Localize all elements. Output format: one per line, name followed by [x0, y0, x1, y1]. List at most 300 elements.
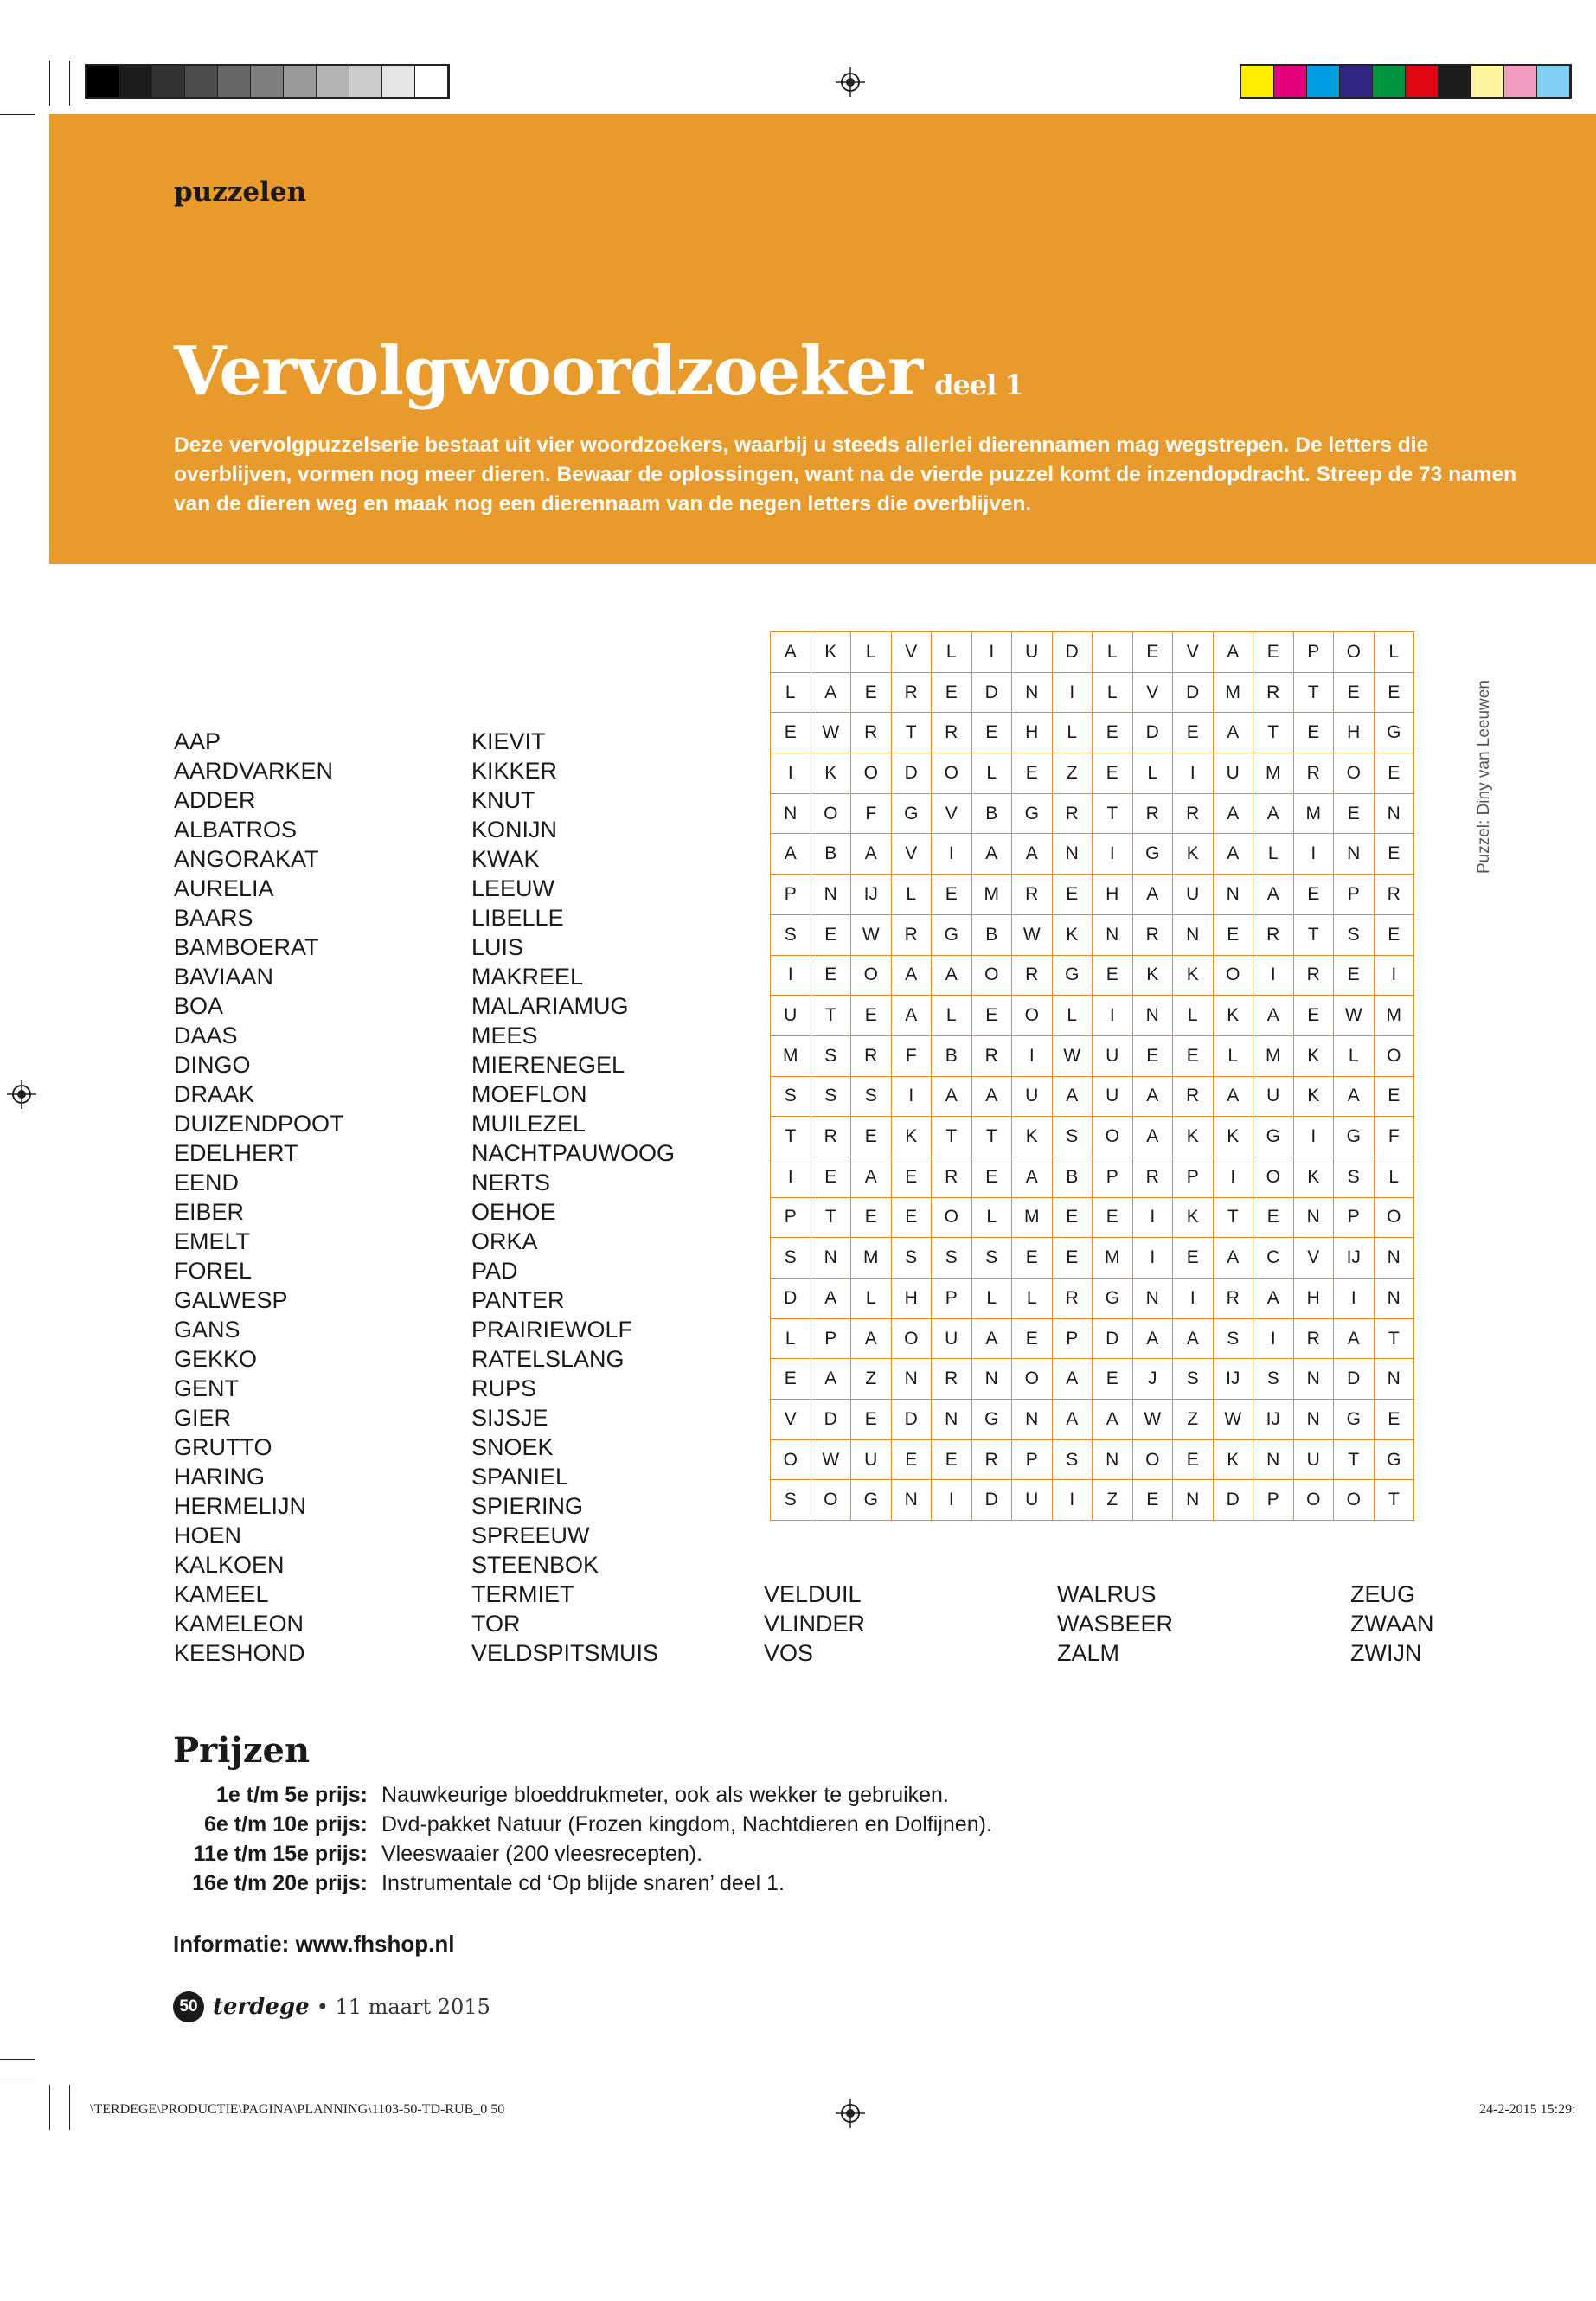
grid-cell[interactable]: R: [1132, 914, 1173, 955]
grid-cell[interactable]: N: [1052, 834, 1093, 875]
grid-cell[interactable]: I: [1293, 1117, 1334, 1157]
grid-cell[interactable]: H: [1012, 713, 1053, 753]
grid-cell[interactable]: T: [811, 1197, 851, 1238]
grid-cell[interactable]: A: [811, 1279, 851, 1319]
grid-cell[interactable]: A: [1052, 1400, 1093, 1440]
grid-cell[interactable]: K: [1173, 955, 1214, 996]
grid-cell[interactable]: L: [771, 672, 811, 713]
grid-cell[interactable]: E: [1253, 1197, 1294, 1238]
grid-cell[interactable]: G: [1253, 1117, 1294, 1157]
grid-cell[interactable]: K: [811, 632, 851, 673]
grid-cell[interactable]: K: [1012, 1117, 1053, 1157]
grid-cell[interactable]: I: [1253, 955, 1294, 996]
grid-cell[interactable]: A: [1052, 1359, 1093, 1400]
grid-cell[interactable]: E: [1012, 753, 1053, 794]
grid-cell[interactable]: T: [1293, 672, 1334, 713]
grid-cell[interactable]: E: [1374, 914, 1414, 955]
grid-cell[interactable]: L: [1093, 632, 1133, 673]
grid-cell[interactable]: N: [1374, 1359, 1414, 1400]
grid-cell[interactable]: N: [1374, 1238, 1414, 1279]
grid-cell[interactable]: U: [1213, 753, 1253, 794]
grid-cell[interactable]: D: [971, 1480, 1012, 1521]
grid-cell[interactable]: L: [971, 1279, 1012, 1319]
grid-cell[interactable]: D: [1334, 1359, 1375, 1400]
grid-cell[interactable]: IJ: [1213, 1359, 1253, 1400]
grid-cell[interactable]: E: [1132, 632, 1173, 673]
grid-cell[interactable]: D: [971, 672, 1012, 713]
grid-cell[interactable]: O: [932, 1197, 972, 1238]
grid-cell[interactable]: E: [771, 1359, 811, 1400]
grid-cell[interactable]: P: [1334, 1197, 1375, 1238]
grid-cell[interactable]: N: [891, 1359, 932, 1400]
grid-cell[interactable]: N: [1293, 1197, 1334, 1238]
grid-cell[interactable]: B: [932, 1035, 972, 1076]
grid-cell[interactable]: M: [971, 875, 1012, 915]
grid-cell[interactable]: O: [1334, 753, 1375, 794]
grid-cell[interactable]: O: [1293, 1480, 1334, 1521]
grid-cell[interactable]: U: [1093, 1076, 1133, 1117]
grid-cell[interactable]: D: [1093, 1318, 1133, 1359]
grid-cell[interactable]: E: [1093, 1197, 1133, 1238]
grid-cell[interactable]: A: [1213, 1238, 1253, 1279]
grid-cell[interactable]: C: [1253, 1238, 1294, 1279]
grid-cell[interactable]: R: [1374, 875, 1414, 915]
grid-cell[interactable]: R: [891, 672, 932, 713]
grid-cell[interactable]: U: [1012, 1480, 1053, 1521]
grid-cell[interactable]: A: [1334, 1076, 1375, 1117]
grid-cell[interactable]: L: [1213, 1035, 1253, 1076]
grid-cell[interactable]: T: [932, 1117, 972, 1157]
grid-cell[interactable]: N: [1253, 1439, 1294, 1480]
grid-cell[interactable]: S: [1253, 1359, 1294, 1400]
grid-cell[interactable]: P: [771, 875, 811, 915]
grid-cell[interactable]: D: [811, 1400, 851, 1440]
grid-cell[interactable]: R: [851, 1035, 892, 1076]
grid-cell[interactable]: R: [1012, 875, 1053, 915]
grid-cell[interactable]: E: [1374, 1076, 1414, 1117]
grid-cell[interactable]: V: [771, 1400, 811, 1440]
grid-cell[interactable]: T: [1253, 713, 1294, 753]
grid-cell[interactable]: A: [891, 996, 932, 1036]
grid-cell[interactable]: O: [1213, 955, 1253, 996]
grid-cell[interactable]: A: [932, 955, 972, 996]
grid-cell[interactable]: O: [932, 753, 972, 794]
grid-cell[interactable]: E: [1213, 914, 1253, 955]
grid-cell[interactable]: I: [891, 1076, 932, 1117]
grid-cell[interactable]: A: [1213, 1076, 1253, 1117]
grid-cell[interactable]: E: [971, 996, 1012, 1036]
grid-cell[interactable]: U: [1173, 875, 1214, 915]
grid-cell[interactable]: W: [1334, 996, 1375, 1036]
grid-cell[interactable]: A: [1213, 793, 1253, 834]
grid-cell[interactable]: Z: [851, 1359, 892, 1400]
grid-cell[interactable]: N: [1012, 672, 1053, 713]
grid-cell[interactable]: A: [851, 1318, 892, 1359]
grid-cell[interactable]: O: [1374, 1197, 1414, 1238]
grid-cell[interactable]: A: [891, 955, 932, 996]
grid-cell[interactable]: O: [1132, 1439, 1173, 1480]
grid-cell[interactable]: K: [1213, 1439, 1253, 1480]
grid-cell[interactable]: R: [932, 713, 972, 753]
grid-cell[interactable]: M: [1213, 672, 1253, 713]
grid-cell[interactable]: O: [971, 955, 1012, 996]
grid-cell[interactable]: K: [811, 753, 851, 794]
grid-cell[interactable]: N: [771, 793, 811, 834]
grid-cell[interactable]: R: [971, 1035, 1012, 1076]
grid-cell[interactable]: R: [1132, 1157, 1173, 1197]
grid-cell[interactable]: A: [1213, 632, 1253, 673]
grid-cell[interactable]: W: [1012, 914, 1053, 955]
grid-cell[interactable]: T: [771, 1117, 811, 1157]
grid-cell[interactable]: A: [1213, 713, 1253, 753]
grid-cell[interactable]: T: [1213, 1197, 1253, 1238]
grid-cell[interactable]: N: [1213, 875, 1253, 915]
grid-cell[interactable]: L: [1132, 753, 1173, 794]
grid-cell[interactable]: R: [1173, 793, 1214, 834]
grid-cell[interactable]: M: [771, 1035, 811, 1076]
grid-cell[interactable]: R: [1293, 753, 1334, 794]
grid-cell[interactable]: A: [1132, 1076, 1173, 1117]
grid-cell[interactable]: F: [891, 1035, 932, 1076]
grid-cell[interactable]: A: [971, 1076, 1012, 1117]
grid-cell[interactable]: E: [891, 1157, 932, 1197]
grid-cell[interactable]: N: [891, 1480, 932, 1521]
grid-cell[interactable]: P: [1334, 875, 1375, 915]
grid-cell[interactable]: G: [1374, 1439, 1414, 1480]
grid-cell[interactable]: E: [1334, 793, 1375, 834]
grid-cell[interactable]: L: [932, 996, 972, 1036]
grid-cell[interactable]: N: [1293, 1359, 1334, 1400]
grid-cell[interactable]: S: [1334, 1157, 1375, 1197]
grid-cell[interactable]: I: [1173, 753, 1214, 794]
grid-cell[interactable]: U: [1012, 1076, 1053, 1117]
grid-cell[interactable]: L: [851, 632, 892, 673]
grid-cell[interactable]: E: [1052, 1197, 1093, 1238]
grid-cell[interactable]: A: [971, 1318, 1012, 1359]
grid-cell[interactable]: O: [851, 753, 892, 794]
grid-cell[interactable]: O: [1334, 1480, 1375, 1521]
grid-cell[interactable]: V: [1173, 632, 1214, 673]
grid-cell[interactable]: A: [811, 1359, 851, 1400]
grid-cell[interactable]: A: [1253, 793, 1294, 834]
grid-cell[interactable]: K: [1213, 1117, 1253, 1157]
grid-cell[interactable]: B: [971, 914, 1012, 955]
grid-cell[interactable]: S: [932, 1238, 972, 1279]
grid-cell[interactable]: S: [811, 1035, 851, 1076]
grid-cell[interactable]: O: [811, 1480, 851, 1521]
grid-cell[interactable]: R: [1293, 1318, 1334, 1359]
grid-cell[interactable]: I: [932, 1480, 972, 1521]
grid-cell[interactable]: A: [1213, 834, 1253, 875]
grid-cell[interactable]: B: [971, 793, 1012, 834]
grid-cell[interactable]: U: [1253, 1076, 1294, 1117]
grid-cell[interactable]: E: [932, 875, 972, 915]
grid-cell[interactable]: M: [851, 1238, 892, 1279]
grid-cell[interactable]: O: [1012, 1359, 1053, 1400]
grid-cell[interactable]: K: [1173, 1117, 1214, 1157]
grid-cell[interactable]: N: [1132, 1279, 1173, 1319]
grid-cell[interactable]: D: [891, 1400, 932, 1440]
grid-cell[interactable]: F: [851, 793, 892, 834]
grid-cell[interactable]: L: [1052, 713, 1093, 753]
grid-cell[interactable]: P: [811, 1318, 851, 1359]
grid-cell[interactable]: L: [771, 1318, 811, 1359]
grid-cell[interactable]: G: [1132, 834, 1173, 875]
grid-cell[interactable]: B: [811, 834, 851, 875]
grid-cell[interactable]: E: [1334, 955, 1375, 996]
grid-cell[interactable]: I: [1093, 996, 1133, 1036]
grid-cell[interactable]: E: [811, 955, 851, 996]
grid-cell[interactable]: W: [811, 713, 851, 753]
grid-cell[interactable]: G: [971, 1400, 1012, 1440]
grid-cell[interactable]: I: [1374, 955, 1414, 996]
grid-cell[interactable]: L: [971, 1197, 1012, 1238]
grid-cell[interactable]: E: [932, 1439, 972, 1480]
grid-cell[interactable]: U: [932, 1318, 972, 1359]
grid-cell[interactable]: R: [971, 1439, 1012, 1480]
grid-cell[interactable]: E: [1293, 875, 1334, 915]
grid-cell[interactable]: A: [811, 672, 851, 713]
grid-cell[interactable]: E: [1293, 996, 1334, 1036]
grid-cell[interactable]: IJ: [1253, 1400, 1294, 1440]
grid-cell[interactable]: E: [1253, 632, 1294, 673]
grid-cell[interactable]: K: [1132, 955, 1173, 996]
grid-cell[interactable]: I: [771, 955, 811, 996]
grid-cell[interactable]: D: [771, 1279, 811, 1319]
grid-cell[interactable]: W: [1213, 1400, 1253, 1440]
grid-cell[interactable]: A: [971, 834, 1012, 875]
grid-cell[interactable]: U: [771, 996, 811, 1036]
grid-cell[interactable]: D: [891, 753, 932, 794]
grid-cell[interactable]: V: [1293, 1238, 1334, 1279]
grid-cell[interactable]: N: [932, 1400, 972, 1440]
grid-cell[interactable]: S: [771, 1238, 811, 1279]
grid-cell[interactable]: E: [891, 1439, 932, 1480]
grid-cell[interactable]: U: [1093, 1035, 1133, 1076]
grid-cell[interactable]: O: [771, 1439, 811, 1480]
grid-cell[interactable]: R: [1293, 955, 1334, 996]
grid-cell[interactable]: I: [1093, 834, 1133, 875]
grid-cell[interactable]: H: [1293, 1279, 1334, 1319]
grid-cell[interactable]: N: [1012, 1400, 1053, 1440]
grid-cell[interactable]: L: [1374, 632, 1414, 673]
grid-cell[interactable]: T: [811, 996, 851, 1036]
grid-cell[interactable]: S: [1334, 914, 1375, 955]
grid-cell[interactable]: W: [851, 914, 892, 955]
grid-cell[interactable]: K: [1052, 914, 1093, 955]
grid-cell[interactable]: R: [932, 1157, 972, 1197]
grid-cell[interactable]: E: [811, 1157, 851, 1197]
grid-cell[interactable]: S: [1213, 1318, 1253, 1359]
grid-cell[interactable]: F: [1374, 1117, 1414, 1157]
grid-cell[interactable]: A: [1253, 875, 1294, 915]
grid-cell[interactable]: A: [851, 1157, 892, 1197]
grid-cell[interactable]: H: [1334, 713, 1375, 753]
grid-cell[interactable]: I: [1132, 1197, 1173, 1238]
grid-cell[interactable]: A: [771, 632, 811, 673]
grid-cell[interactable]: S: [1052, 1117, 1093, 1157]
grid-cell[interactable]: E: [1132, 1480, 1173, 1521]
grid-cell[interactable]: R: [1253, 914, 1294, 955]
grid-cell[interactable]: T: [1374, 1480, 1414, 1521]
grid-cell[interactable]: D: [1052, 632, 1093, 673]
grid-cell[interactable]: A: [1012, 1157, 1053, 1197]
grid-cell[interactable]: L: [971, 753, 1012, 794]
grid-cell[interactable]: L: [1173, 996, 1214, 1036]
grid-cell[interactable]: H: [1093, 875, 1133, 915]
grid-cell[interactable]: K: [1293, 1157, 1334, 1197]
grid-cell[interactable]: P: [1173, 1157, 1214, 1197]
grid-cell[interactable]: L: [932, 632, 972, 673]
grid-cell[interactable]: IJ: [1334, 1238, 1375, 1279]
grid-cell[interactable]: R: [811, 1117, 851, 1157]
grid-cell[interactable]: L: [891, 875, 932, 915]
grid-cell[interactable]: O: [1093, 1117, 1133, 1157]
grid-cell[interactable]: S: [771, 1480, 811, 1521]
grid-cell[interactable]: E: [1093, 955, 1133, 996]
grid-cell[interactable]: L: [1374, 1157, 1414, 1197]
grid-cell[interactable]: S: [811, 1076, 851, 1117]
grid-cell[interactable]: Z: [1052, 753, 1093, 794]
grid-cell[interactable]: D: [1132, 713, 1173, 753]
grid-cell[interactable]: S: [971, 1238, 1012, 1279]
grid-cell[interactable]: P: [1253, 1480, 1294, 1521]
grid-cell[interactable]: E: [1334, 672, 1375, 713]
grid-cell[interactable]: P: [1293, 632, 1334, 673]
grid-cell[interactable]: E: [1173, 713, 1214, 753]
grid-cell[interactable]: E: [1052, 1238, 1093, 1279]
grid-cell[interactable]: O: [851, 955, 892, 996]
grid-cell[interactable]: A: [1334, 1318, 1375, 1359]
grid-cell[interactable]: T: [891, 713, 932, 753]
grid-cell[interactable]: P: [1012, 1439, 1053, 1480]
grid-cell[interactable]: S: [771, 1076, 811, 1117]
grid-cell[interactable]: L: [851, 1279, 892, 1319]
grid-cell[interactable]: G: [851, 1480, 892, 1521]
grid-cell[interactable]: R: [1012, 955, 1053, 996]
grid-cell[interactable]: U: [851, 1439, 892, 1480]
grid-cell[interactable]: K: [1173, 1197, 1214, 1238]
grid-cell[interactable]: I: [1334, 1279, 1375, 1319]
grid-cell[interactable]: N: [1173, 1480, 1214, 1521]
grid-cell[interactable]: W: [1052, 1035, 1093, 1076]
grid-cell[interactable]: K: [891, 1117, 932, 1157]
grid-cell[interactable]: O: [1374, 1035, 1414, 1076]
grid-cell[interactable]: E: [1093, 713, 1133, 753]
grid-cell[interactable]: N: [1293, 1400, 1334, 1440]
grid-cell[interactable]: R: [851, 713, 892, 753]
grid-cell[interactable]: S: [1052, 1439, 1093, 1480]
grid-cell[interactable]: A: [1012, 834, 1053, 875]
grid-cell[interactable]: R: [1213, 1279, 1253, 1319]
grid-cell[interactable]: M: [1093, 1238, 1133, 1279]
grid-cell[interactable]: R: [1132, 793, 1173, 834]
grid-cell[interactable]: I: [1052, 1480, 1093, 1521]
grid-cell[interactable]: M: [1253, 753, 1294, 794]
grid-cell[interactable]: S: [851, 1076, 892, 1117]
grid-cell[interactable]: A: [1253, 996, 1294, 1036]
grid-cell[interactable]: G: [1374, 713, 1414, 753]
grid-cell[interactable]: I: [932, 834, 972, 875]
grid-cell[interactable]: A: [851, 834, 892, 875]
grid-cell[interactable]: N: [1374, 1279, 1414, 1319]
grid-cell[interactable]: Z: [1173, 1400, 1214, 1440]
grid-cell[interactable]: K: [1173, 834, 1214, 875]
grid-cell[interactable]: S: [891, 1238, 932, 1279]
grid-cell[interactable]: P: [1052, 1318, 1093, 1359]
grid-cell[interactable]: I: [1052, 672, 1093, 713]
grid-cell[interactable]: V: [891, 834, 932, 875]
grid-cell[interactable]: K: [1293, 1035, 1334, 1076]
grid-cell[interactable]: E: [851, 996, 892, 1036]
grid-cell[interactable]: N: [811, 1238, 851, 1279]
grid-cell[interactable]: L: [1012, 1279, 1053, 1319]
grid-cell[interactable]: H: [891, 1279, 932, 1319]
grid-cell[interactable]: O: [1012, 996, 1053, 1036]
grid-cell[interactable]: E: [851, 1117, 892, 1157]
grid-cell[interactable]: G: [932, 914, 972, 955]
grid-cell[interactable]: M: [1253, 1035, 1294, 1076]
grid-cell[interactable]: O: [891, 1318, 932, 1359]
grid-cell[interactable]: I: [771, 753, 811, 794]
grid-cell[interactable]: O: [1334, 632, 1375, 673]
info-link[interactable]: Informatie: www.fhshop.nl: [173, 1931, 455, 1957]
grid-cell[interactable]: R: [1253, 672, 1294, 713]
grid-cell[interactable]: I: [1213, 1157, 1253, 1197]
grid-cell[interactable]: V: [932, 793, 972, 834]
grid-cell[interactable]: V: [1132, 672, 1173, 713]
grid-cell[interactable]: A: [1052, 1076, 1093, 1117]
grid-cell[interactable]: G: [891, 793, 932, 834]
grid-cell[interactable]: E: [1012, 1238, 1053, 1279]
grid-cell[interactable]: M: [1012, 1197, 1053, 1238]
grid-cell[interactable]: E: [1012, 1318, 1053, 1359]
grid-cell[interactable]: E: [1374, 1400, 1414, 1440]
grid-cell[interactable]: N: [1093, 1439, 1133, 1480]
grid-cell[interactable]: O: [811, 793, 851, 834]
grid-cell[interactable]: P: [1093, 1157, 1133, 1197]
grid-cell[interactable]: E: [1052, 875, 1093, 915]
grid-cell[interactable]: N: [1093, 914, 1133, 955]
grid-cell[interactable]: J: [1132, 1359, 1173, 1400]
grid-cell[interactable]: B: [1052, 1157, 1093, 1197]
grid-cell[interactable]: D: [1173, 672, 1214, 713]
grid-cell[interactable]: E: [771, 713, 811, 753]
grid-cell[interactable]: I: [1173, 1279, 1214, 1319]
grid-cell[interactable]: R: [1173, 1076, 1214, 1117]
grid-cell[interactable]: L: [1334, 1035, 1375, 1076]
grid-cell[interactable]: G: [1093, 1279, 1133, 1319]
grid-cell[interactable]: A: [1093, 1400, 1133, 1440]
grid-cell[interactable]: A: [771, 834, 811, 875]
grid-cell[interactable]: E: [851, 672, 892, 713]
grid-cell[interactable]: U: [1012, 632, 1053, 673]
grid-cell[interactable]: S: [771, 914, 811, 955]
grid-cell[interactable]: T: [1293, 914, 1334, 955]
grid-cell[interactable]: G: [1012, 793, 1053, 834]
grid-cell[interactable]: A: [1132, 1318, 1173, 1359]
grid-cell[interactable]: E: [1093, 1359, 1133, 1400]
grid-cell[interactable]: E: [971, 713, 1012, 753]
grid-cell[interactable]: E: [932, 672, 972, 713]
grid-cell[interactable]: A: [1173, 1318, 1214, 1359]
grid-cell[interactable]: I: [1132, 1238, 1173, 1279]
grid-cell[interactable]: T: [1334, 1439, 1375, 1480]
grid-cell[interactable]: T: [1374, 1318, 1414, 1359]
grid-cell[interactable]: A: [1253, 1279, 1294, 1319]
grid-cell[interactable]: O: [1253, 1157, 1294, 1197]
grid-cell[interactable]: N: [1374, 793, 1414, 834]
